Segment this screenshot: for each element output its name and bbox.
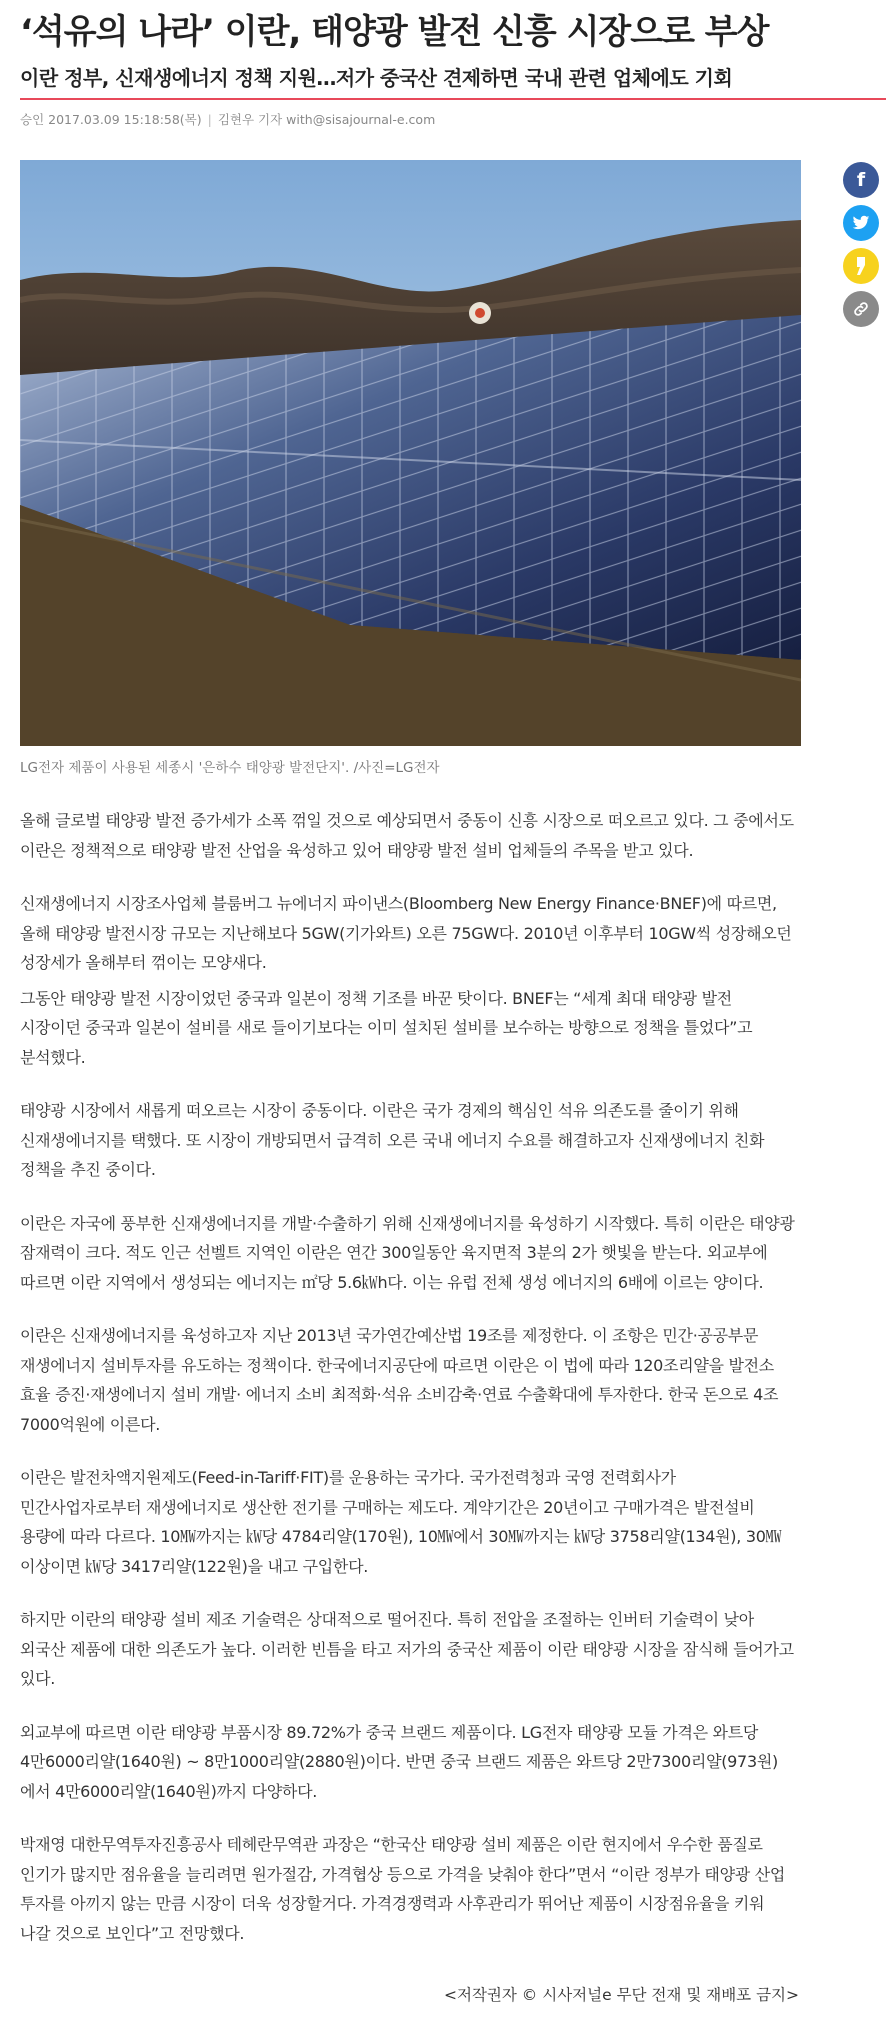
article-header	[20, 8, 880, 92]
twitter-bird-icon	[852, 215, 870, 231]
article-title: ‘석유의 나라’ 이란, 태양광 발전 신흥 시장으로 부상	[20, 12, 769, 52]
kakaostory-icon	[854, 256, 868, 276]
paragraph: 태양광 시장에서 새롭게 떠오르는 시장이 중동이다. 이란은 국가 경제의 핵심인 석유 의존도를 줄이기 위해 신재생에너지를 택했다. 또 시장이 개방되면서 급격히 오른 국내 에너지 수요를 해결하고자 신재생에너지 친화 정책을 추진 중이다.	[20, 1101, 765, 1179]
approved-timestamp: 승인 2017.03.09 15:18:58(목)	[20, 112, 202, 127]
copyright-notice: <저작권자 © 시사저널e 무단 전재 및 재배포 금지>	[443, 1986, 799, 2004]
title-divider	[20, 98, 886, 100]
meta-separator: |	[207, 112, 212, 127]
author-byline: 김현우 기자 with@sisajournal-e.com	[217, 112, 436, 127]
facebook-icon: f	[856, 169, 866, 191]
twitter-share-button[interactable]	[843, 205, 879, 241]
paragraph: 하지만 이란의 태양광 설비 제조 기술력은 상대적으로 떨어진다. 특히 전압을 조절하는 인버터 기술력이 낮아 외국산 제품에 대한 의존도가 높다. 이러한 빈틈을 타고 저가의 중국산 제품이 이란 태양광 시장을 잠식해 들어가고 있다.	[20, 1610, 794, 1688]
article-meta	[20, 110, 435, 128]
article-subtitle: 이란 정부, 신재생에너지 정책 지원…저가 중국산 견제하면 국내 관련 업체에도 기회	[20, 66, 733, 90]
paragraph: 박재영 대한무역투자진흥공사 테헤란무역관 과장은 “한국산 태양광 설비 제품은 이란 현지에서 우수한 품질로 인기가 많지만 점유율을 늘리려면 원가절감, 가격협상 등으로 가격을 낮춰야 한다”면서 “이란 정부가 태양광 산업 투자를 아끼지 않는 만큼 시장이 더욱 성장할거다. 가격경쟁력과 사후관리가 뛰어난 제품이 시장점유율을 키워 나갈 것으로 보인다”고 전망했다.	[20, 1835, 786, 1943]
paragraph: 이란은 발전차액지원제도(Feed-in-Tariff·FIT)를 운용하는 국가다. 국가전력청과 국영 전력회사가 민간사업자로부터 재생에너지로 생산한 전기를 구매하는 제도다. 계약기간은 20년이고 구매가격은 발전설비 용량에 따라 다르다. 10㎿까지는 ㎾당 4784리얄(170원), 10㎿에서 30㎿까지는 ㎾당 3758리얄(134원), 30㎿이상이면 ㎾당 3417리얄(122원)을 내고 구입한다.	[20, 1468, 782, 1576]
paragraph: 외교부에 따르면 이란 태양광 부품시장 89.72%가 중국 브랜드 제품이다. LG전자 태양광 모듈 가격은 와트당 4만6000리얄(1640원) ~ 8만1000리얄(2880원)이다. 반면 중국 브랜드 제품은 와트당 2만7300리얄(973원)에서 4만6000리얄(1640원)까지 다양하다.	[20, 1722, 778, 1801]
paragraph: 이란은 신재생에너지를 육성하고자 지난 2013년 국가연간예산법 19조를 제정한다. 이 조항은 민간·공공부문 재생에너지 설비투자를 유도하는 정책이다. 한국에너지공단에 따르면 이란은 이 법에 따라 120조리얄을 발전소 효율 증진·재생에너지 설비 개발· 에너지 소비 최적화·석유 소비감축·연료 수출확대에 투자한다. 한국 돈으로 4조 7000억원에 이른다.	[20, 1326, 779, 1434]
kakaostory-share-button[interactable]	[843, 248, 879, 284]
copy-link-button[interactable]	[843, 291, 879, 327]
paragraph: 신재생에너지 시장조사업체 블룸버그 뉴에너지 파이낸스(Bloomberg New Energy Finance·BNEF)에 따르면, 올해 태양광 발전시장 규모는 지난해보다 5GW(기가와트) 오른 75GW다. 2010년 이후부터 10GW씩 성장해오던 성장세가 올해부터 꺾이는 모양새다.	[20, 894, 792, 972]
share-toolbar	[843, 162, 879, 334]
paragraph: 올해 글로벌 태양광 발전 증가세가 소폭 꺾일 것으로 예상되면서 중동이 신흥 시장으로 떠오르고 있다. 그 중에서도 이란은 정책적으로 태양광 발전 산업을 육성하고 있어 태양광 발전 설비 업체들의 주목을 받고 있다.	[20, 811, 794, 860]
article-body	[20, 806, 796, 1972]
article-photo	[20, 160, 801, 746]
paragraph: 이란은 자국에 풍부한 신재생에너지를 개발·수출하기 위해 신재생에너지를 육성하기 시작했다. 특히 이란은 태양광 잠재력이 크다. 적도 인근 선벨트 지역인 이란은 연간 300일동안 육지면적 3분의 2가 햇빛을 받는다. 외교부에 따르면 이란 지역에서 생성되는 에너지는 ㎡당 5.6㎾h다. 이는 유럽 전체 생성 에너지의 6배에 이르는 양이다.	[20, 1213, 795, 1292]
link-icon	[852, 300, 870, 318]
photo-caption: LG전자 제품이 사용된 세종시 '은하수 태양광 발전단지'. /사진=LG전자	[20, 760, 440, 776]
facebook-share-button[interactable]	[843, 162, 879, 198]
paragraph: 그동안 태양광 발전 시장이었던 중국과 일본이 정책 기조를 바꾼 탓이다. BNEF는 “세계 최대 태양광 발전 시장이던 중국과 일본이 설비를 새로 들이기보다는 이미 설치된 설비를 보수하는 방향으로 정책을 틀었다”고 분석했다.	[20, 988, 753, 1067]
